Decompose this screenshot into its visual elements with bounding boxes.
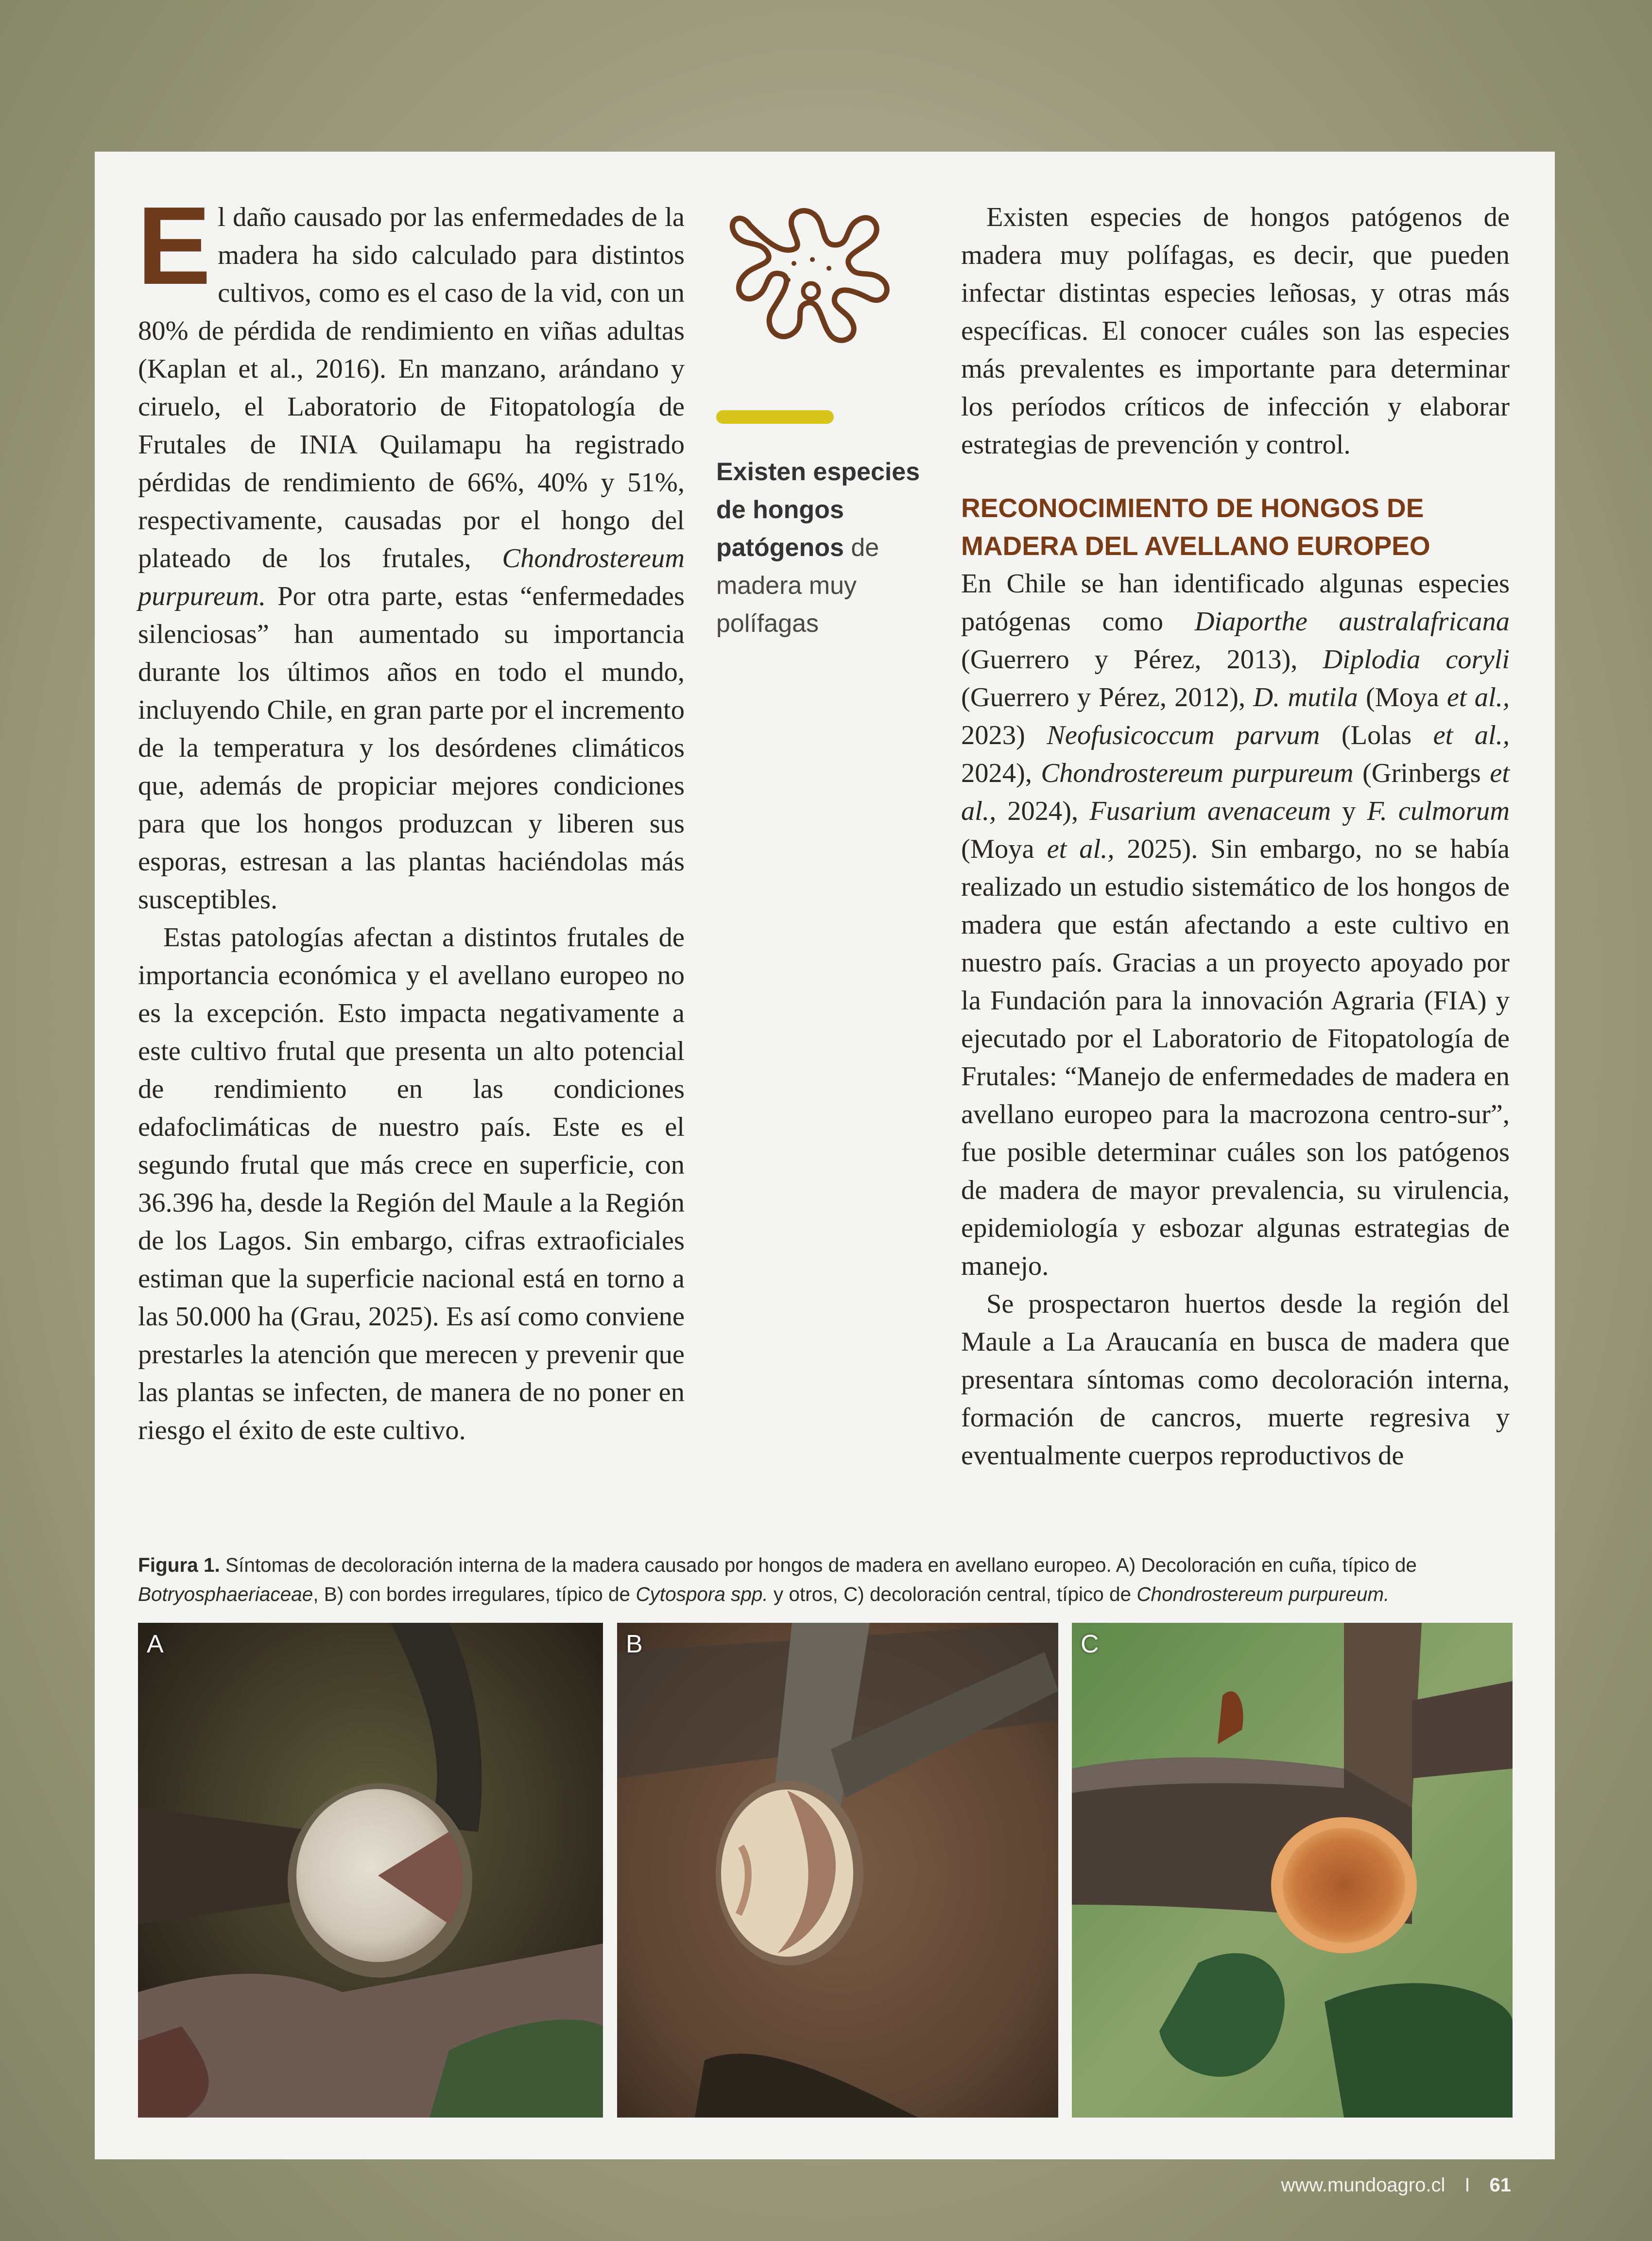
paragraph-4: En Chile se han identificado algunas especies patógenas como Diaporthe australafricana (Guerrero y Pérez, 2013), Diplodia coryli (Guerrero y Pérez, 2012), D. mutila (Moya et al., 2023) Neofusicoccum parvum (Lolas et al., 2024), Chondrostereum purpureum (Grinbergs et al., 2024), Fusarium avenaceum y F. culmorum (Moya et al., 2025). Sin embargo, no se había realizado un estudio sistemático de los hongos de madera que están afectando a este cultivo en nuestro país. Gracias a un proyecto apoyado por la Fundación para la innovación Agraria (FIA) y ejecutado por el Laboratorio de Fitopatología de Frutales: “Manejo de enfermedades de madera en avellano europeo para la macrozona centro-sur”, fue posible determinar cuáles son los patógenos de madera de mayor prevalencia, su virulencia, epidemiología y esbozar algunas estrategias de manejo. (961, 569, 1510, 1281)
fungus-spore-icon-graphic (721, 206, 901, 362)
paragraph-3: Existen especies de hongos patógenos de madera muy polífagas, es decir, que pueden infectar distintas especies leñosas, y otras más específicas. El conocer cuáles son las especies más prevalentes es importante para determinar los períodos críticos de infección y elaborar estrategias de prevención y control. (961, 202, 1510, 460)
column-left (137, 184, 685, 1449)
paragraph-1: El daño causado por las enfermedades de la madera ha sido calculado para distintos cultivos, como es el caso de la vid, con un 80% de pérdida de rendimiento en viñas adultas (Kaplan et al., 2016). En manzano, arándano y ciruelo, el Laboratorio de Fitopatología de Frutales de INIA Quilamapu ha registrado pérdidas de rendimiento de 66%, 40% y 51%, respectivamente, causadas por el hongo del plateado de los frutales, Chondrostereum purpureum. Por otra parte, estas “enfermedades silenciosas” han aumentado su importancia durante los últimos años en todo el mundo, incluyendo Chile, en gran parte por el incremento de la temperatura y los desórdenes climáticos que, además de propiciar mejores condiciones para que los hongos produzcan y liberen sus esporas, estresan a las plantas haciéndolas más susceptibles. (137, 184, 685, 915)
photo-label-c: C (1081, 1630, 1099, 1658)
paragraph-2: Estas patologías afectan a distintos frutales de importancia económica y el avellano europeo no es la excepción. Esto impacta negativamente a este cultivo frutal que presenta un alto potencial de rendimiento en las condiciones edafoclimáticas de nuestro país. Este es el segundo frutal que más crece en superficie, con 36.396 ha, desde la Región del Maule a la Región de los Lagos. Sin embargo, cifras extraoficiales estiman que la superficie nacional está en torno a las 50.000 ha (Grau, 2025). Es así como conviene prestarles la atención que merecen y prevenir que las plantas se infecten, de manera de no poner en riesgo el éxito de este cultivo. (138, 922, 685, 1445)
page-number: 61 (1489, 2174, 1511, 2196)
photo-b (617, 1623, 1058, 2118)
column-right (961, 198, 1510, 1475)
photo-c (1072, 1623, 1513, 2118)
drop-cap: E (137, 184, 211, 308)
page-footer (1281, 2174, 1511, 2196)
photo-a (138, 1623, 603, 2118)
section-heading: RECONOCIMIENTO DE HONGOS DE MADERA DEL AVELLANO EUROPEO (961, 493, 1430, 561)
footer-separator: I (1464, 2174, 1470, 2196)
paragraph-5: Se prospectaron huertos desde la región del Maule a La Araucanía en busca de madera que presentara síntomas como decoloración interna, formación de cancros, muerte regresiva y eventualmente cuerpos reproductivos de (961, 1289, 1510, 1471)
footer-website[interactable]: www.mundoagro.cl (1281, 2174, 1446, 2196)
article-page (95, 152, 1555, 2159)
photo-label-a: A (147, 1630, 164, 1658)
accent-underline (716, 410, 834, 424)
photo-label-b: B (626, 1630, 643, 1658)
fungus-spore-icon (721, 206, 901, 362)
figure-caption: Figura 1. Síntomas de decoloración interna de la madera causado por hongos de madera en avellano europeo. A) Decoloración en cuña, típico de Botryosphaeriaceae, B) con bordes irregulares, típico de Cytospora spp. y otros, C) decoloración central, típico de Chondrostereum purpureum. (138, 1554, 1417, 1605)
pull-quote: Existen especies de hongos patógenos de madera muy polífagas (716, 458, 920, 638)
